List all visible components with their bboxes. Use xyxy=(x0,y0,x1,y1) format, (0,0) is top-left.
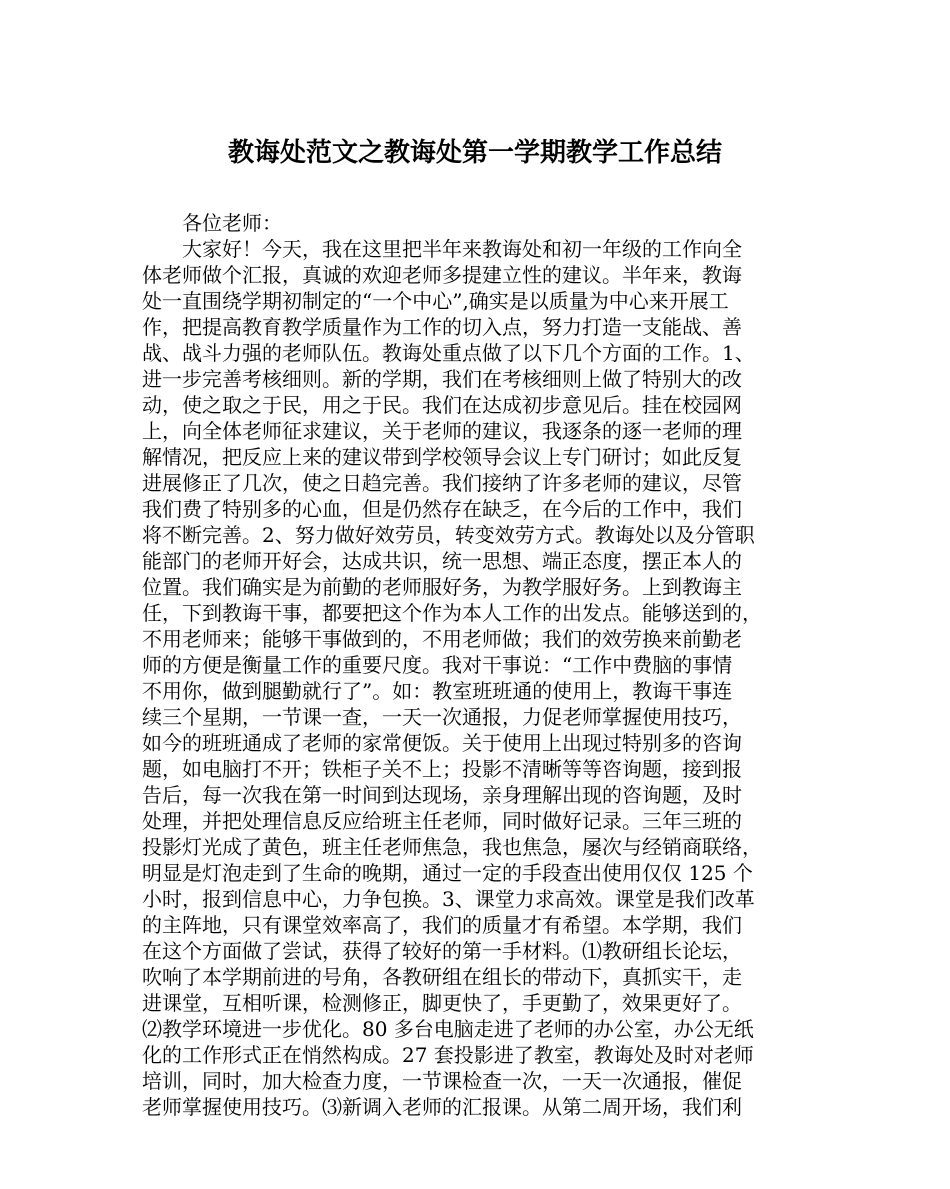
paragraph-line: 师的方便是衡量工作的重要尺度。我对干事说：“工作中费脑的事情 xyxy=(142,653,733,677)
paragraph-line: 上，向全体老师征求建议，关于老师的建议，我逐条的逐一老师的理 xyxy=(142,419,742,443)
paragraph-line: 作，把提高教育教学质量作为工作的切入点，努力打造一支能战、善 xyxy=(142,315,742,339)
paragraph-line: 将不断完善。2、努力做好效劳员，转变效劳方式。教诲处以及分管职 xyxy=(142,523,755,547)
paragraph-line: 处一直围绕学期初制定的“一个中心”,确实是以质量为中心来开展工 xyxy=(142,289,729,313)
paragraph-line: 如今的班班通成了老师的家常便饭。关于使用上出现过特别多的咨询 xyxy=(142,731,742,755)
paragraph-line: 培训，同时，加大检查力度，一节课检查一次，一天一次通报，催促 xyxy=(142,1069,742,1093)
paragraph-line: 不用你，做到腿勤就行了”。如：教室班班通的使用上，教诲干事连 xyxy=(142,679,733,703)
paragraph-line: 不用老师来；能够干事做到的，不用老师做；我们的效劳换来前勤老 xyxy=(142,627,742,651)
paragraph-line: 老师掌握使用技巧。⑶新调入老师的汇报课。从第二周开场，我们利 xyxy=(142,1095,742,1119)
paragraph-line: 进展修正了几次，使之日趋完善。我们接纳了许多老师的建议，尽管 xyxy=(142,471,742,495)
paragraph-line: 解情况，把反应上来的建议带到学校领导会议上专门研讨；如此反复 xyxy=(142,445,742,469)
paragraph-line: 体老师做个汇报，真诚的欢迎老师多提建立性的建议。半年来，教诲 xyxy=(142,263,742,287)
greeting-line: 各位老师： xyxy=(182,211,282,235)
paragraph-line: 进课堂，互相听课，检测修正，脚更快了，手更勤了，效果更好了。 xyxy=(142,991,742,1015)
paragraph-lines xyxy=(142,236,822,1120)
document-title: 教诲处范文之教诲处第一学期教学工作总结 xyxy=(227,138,722,168)
paragraph-line: 告后，每一次我在第一时间到达现场，亲身理解出现的咨询题，及时 xyxy=(142,783,742,807)
paragraph-line: 我们费了特别多的心血，但是仍然存在缺乏，在今后的工作中，我们 xyxy=(142,497,742,521)
paragraph-line: 明显是灯泡走到了生命的晚期，通过一定的手段查出使用仅仅 125 个 xyxy=(142,861,753,885)
paragraph-line: 投影灯光成了黄色，班主任老师焦急，我也焦急，屡次与经销商联络， xyxy=(142,835,762,859)
paragraph-line: 大家好！今天，我在这里把半年来教诲处和初一年级的工作向全 xyxy=(182,237,742,261)
document-body xyxy=(142,210,822,1120)
paragraph-line: 化的工作形式正在悄然构成。27 套投影进了教室，教诲处及时对老师 xyxy=(142,1043,754,1067)
paragraph-line: 题，如电脑打不开；铁柜子关不上；投影不清晰等等咨询题，接到报 xyxy=(142,757,742,781)
paragraph-line: 吹响了本学期前进的号角，各教研组在组长的带动下，真抓实干，走 xyxy=(142,965,742,989)
paragraph-line: 进一步完善考核细则。新的学期，我们在考核细则上做了特别大的改 xyxy=(142,367,742,391)
paragraph-line: 动，使之取之于民，用之于民。我们在达成初步意见后。挂在校园网 xyxy=(142,393,742,417)
paragraph-line: 战、战斗力强的老师队伍。教诲处重点做了以下几个方面的工作。1、 xyxy=(142,341,755,365)
paragraph-line: 处理，并把处理信息反应给班主任老师，同时做好记录。三年三班的 xyxy=(142,809,742,833)
paragraph-line: 任，下到教诲干事，都要把这个作为本人工作的出发点。能够送到的， xyxy=(142,601,762,625)
paragraph-line: 位置。我们确实是为前勤的老师服好务，为教学服好务。上到教诲主 xyxy=(142,575,742,599)
paragraph-line: ⑵教学环境进一步优化。80 多台电脑走进了老师的办公室，办公无纸 xyxy=(142,1017,754,1041)
paragraph-line: 的主阵地，只有课堂效率高了，我们的质量才有希望。本学期，我们 xyxy=(142,913,742,937)
paragraph-line: 小时，报到信息中心，力争包换。3、课堂力求高效。课堂是我们改革 xyxy=(142,887,755,911)
paragraph-line: 在这个方面做了尝试，获得了较好的第一手材料。⑴教研组长论坛， xyxy=(142,939,742,963)
paragraph-line: 续三个星期，一节课一查，一天一次通报，力促老师掌握使用技巧， xyxy=(142,705,742,729)
paragraph-line: 能部门的老师开好会，达成共识，统一思想、端正态度，摆正本人的 xyxy=(142,549,742,573)
